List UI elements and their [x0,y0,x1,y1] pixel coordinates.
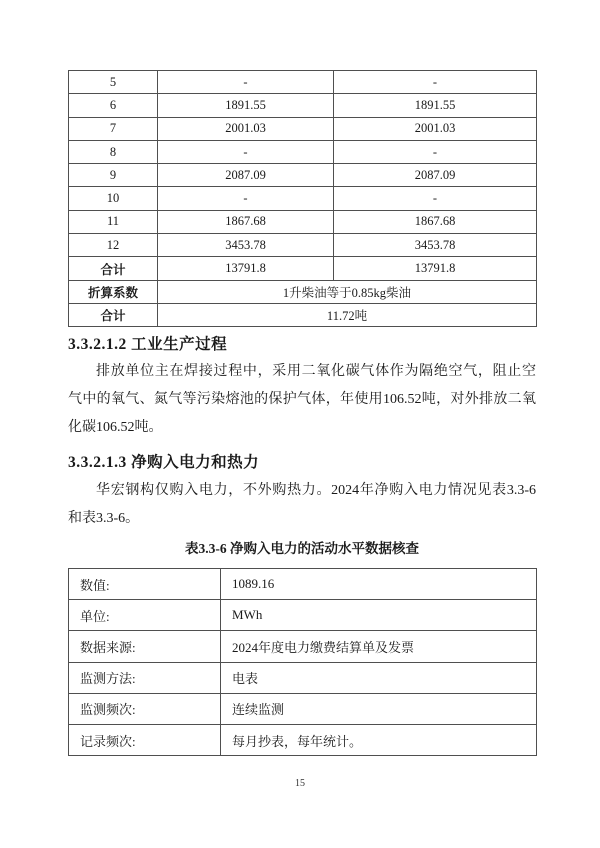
row-label-cell: 5 [69,71,158,94]
section-heading-industrial-process: 3.3.2.1.2 工业生产过程 [68,336,228,353]
value-cell: 1867.68 [334,210,537,233]
paragraph-line: 排放单位主在焊接过程中，采用二氧化碳气体作为隔绝空气，阻止空 [96,364,536,379]
value-cell: 电表 [221,662,537,693]
paragraph-line: 和表3.3-6。 [68,511,140,526]
page-number: 15 [295,778,305,789]
row-label-cell: 监测方法: [69,662,221,693]
value-cell: MWh [221,600,537,631]
row-label-cell: 数据来源: [69,631,221,662]
table-row [69,693,537,724]
value-cell: 2087.09 [334,164,537,187]
value-cell: 2001.03 [158,117,334,140]
value-cell: 3453.78 [334,234,537,257]
paragraph-line: 化碳106.52吨。 [68,420,163,435]
row-label-cell: 6 [69,94,158,117]
table-row [69,600,537,631]
row-label-cell: 折算系数 [69,280,158,303]
table-row [69,662,537,693]
table-row [69,94,537,117]
value-cell: 3453.78 [158,234,334,257]
value-cell: 连续监测 [221,693,537,724]
table-row [69,210,537,233]
value-cell: - [334,187,537,210]
value-cell: 1891.55 [158,94,334,117]
row-label-cell: 合计 [69,303,158,326]
value-cell: - [334,71,537,94]
value-cell: - [158,187,334,210]
table-caption: 表3.3-6 净购入电力的活动水平数据核查 [185,541,419,556]
fuel-consumption-table [68,70,537,327]
paragraph-purchased-electricity [68,477,536,533]
value-cell: - [158,140,334,163]
value-cell: 2001.03 [334,117,537,140]
value-cell: 每月抄表，每年统计。 [221,724,537,755]
paragraph-industrial-process [68,358,536,442]
value-cell: 1089.16 [221,569,537,600]
value-cell: - [158,71,334,94]
table-row [69,71,537,94]
value-cell: 13791.8 [158,257,334,280]
row-label-cell: 7 [69,117,158,140]
value-cell: - [334,140,537,163]
value-cell: 1867.68 [158,210,334,233]
table-row [69,117,537,140]
value-cell: 1891.55 [334,94,537,117]
table-row [69,187,537,210]
table-row [69,724,537,755]
value-cell: 2024年度电力缴费结算单及发票 [221,631,537,662]
merged-value-cell: 11.72吨 [158,303,537,326]
row-label-cell: 单位: [69,600,221,631]
table-row [69,164,537,187]
table-row [69,140,537,163]
table-row-conversion-factor [69,280,537,303]
table-row [69,234,537,257]
row-label-cell: 监测频次: [69,693,221,724]
row-label-cell: 9 [69,164,158,187]
row-label-cell: 数值: [69,569,221,600]
table-row-final-total [69,303,537,326]
merged-value-cell: 1升柴油等于0.85kg柴油 [158,280,537,303]
row-label-cell: 11 [69,210,158,233]
value-cell: 2087.09 [158,164,334,187]
table-row [69,631,537,662]
row-label-cell: 10 [69,187,158,210]
table-row-total [69,257,537,280]
row-label-cell: 合计 [69,257,158,280]
value-cell: 13791.8 [334,257,537,280]
paragraph-line: 气中的氧气、氮气等污染熔池的保护气体，年使用106.52吨，对外排放二氧 [68,392,536,407]
row-label-cell: 12 [69,234,158,257]
row-label-cell: 8 [69,140,158,163]
section-heading-purchased-electricity: 3.3.2.1.3 净购入电力和热力 [68,454,260,471]
table-row [69,569,537,600]
row-label-cell: 记录频次: [69,724,221,755]
electricity-data-table [68,568,537,756]
paragraph-line: 华宏钢构仅购入电力，不外购热力。2024年净购入电力情况见表3.3-6 [96,483,536,498]
